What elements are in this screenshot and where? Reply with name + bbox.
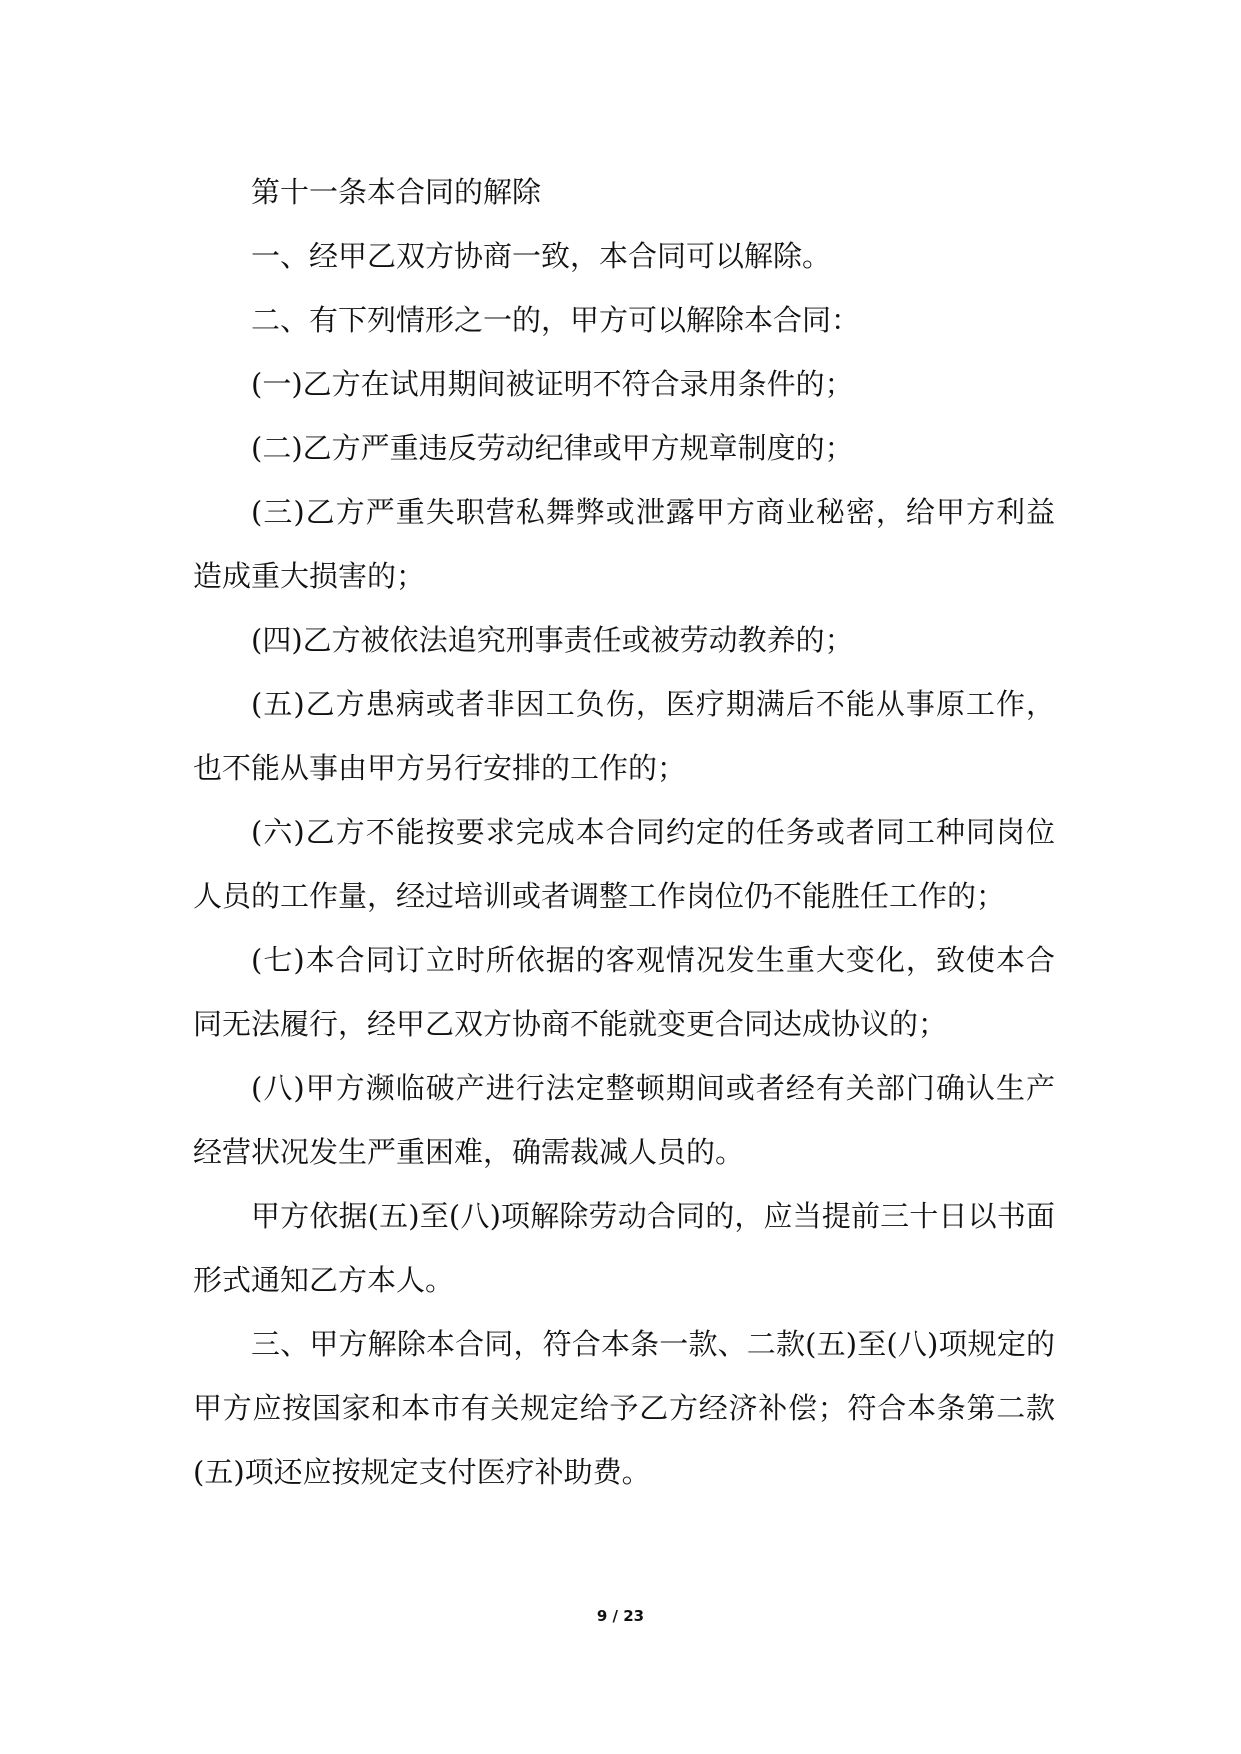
clause-item: (八)甲方濒临破产进行法定整顿期间或者经有关部门确认生产经营状况发生严重困难，确需裁减人员的。 <box>193 1071 1055 1169</box>
article-heading: 第十一条本合同的解除 <box>251 175 542 209</box>
clause-paragraph: 甲方依据(五)至(八)项解除劳动合同的，应当提前三十日以书面形式通知乙方本人。 <box>193 1199 1055 1297</box>
clause-item: (一)乙方在试用期间被证明不符合录用条件的； <box>251 367 854 401</box>
clause-item: (七)本合同订立时所依据的客观情况发生重大变化，致使本合同无法履行，经甲乙双方协商不能就变更合同达成协议的； <box>193 943 1055 1041</box>
document-body <box>193 160 1055 1504</box>
clause-item: (六)乙方不能按要求完成本合同约定的任务或者同工种同岗位人员的工作量，经过培训或者调整工作岗位仍不能胜任工作的； <box>193 815 1055 913</box>
page-number: 9 / 23 <box>596 1607 645 1625</box>
clause-paragraph: 二、有下列情形之一的，甲方可以解除本合同： <box>251 303 861 337</box>
clause-paragraph: 一、经甲乙双方协商一致，本合同可以解除。 <box>251 239 832 273</box>
clause-item: (五)乙方患病或者非因工负伤，医疗期满后不能从事原工作，也不能从事由甲方另行安排的工作的； <box>193 687 1055 785</box>
clause-item: (二)乙方严重违反劳动纪律或甲方规章制度的； <box>251 431 854 465</box>
clause-item: (四)乙方被依法追究刑事责任或被劳动教养的； <box>251 623 854 657</box>
clause-item: (三)乙方严重失职营私舞弊或泄露甲方商业秘密，给甲方利益造成重大损害的； <box>193 495 1055 593</box>
clause-paragraph: 三、甲方解除本合同，符合本条一款、二款(五)至(八)项规定的甲方应按国家和本市有关规定给予乙方经济补偿；符合本条第二款(五)项还应按规定支付医疗补助费。 <box>193 1327 1055 1489</box>
